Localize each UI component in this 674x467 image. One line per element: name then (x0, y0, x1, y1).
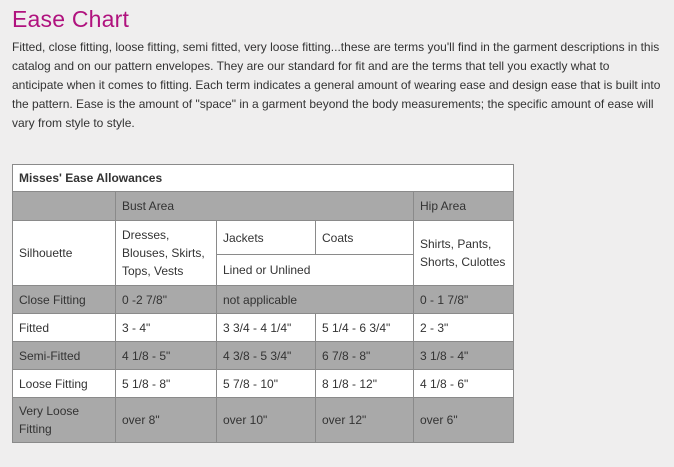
jackets-header: Jackets (217, 221, 316, 255)
dresses-header: Dresses, Blouses, Skirts, Tops, Vests (116, 221, 217, 286)
dresses-value: 4 1/8 - 5" (116, 342, 217, 370)
table-row (13, 342, 514, 370)
jackets-coats-value: not applicable (217, 286, 414, 314)
area-header-row (13, 192, 514, 221)
hip-garments-header: Shirts, Pants, Shorts, Culottes (414, 221, 514, 286)
silhouette-header: Silhouette (13, 221, 116, 286)
intro-paragraph: Fitted, close fitting, loose fitting, semi fitted, very loose fitting...these are terms you'll find in the garment descriptions in this catalog and on our pattern envelopes. They are our standard for fit and are the terms that tell you exactly what to anticipate when it comes to fitting. Each term indicates a general amount of wearing ease and design ease that is built into the pattern. Ease is the amount of "space" in a garment beyond the body measurements; the specific amount of ease will vary from style to style. (12, 40, 661, 130)
ease-allowances-table (12, 164, 514, 443)
coats-value: 8 1/8 - 12" (316, 370, 414, 398)
coats-value: over 12" (316, 398, 414, 443)
hip-value: 3 1/8 - 4" (414, 342, 514, 370)
dresses-value: 3 - 4" (116, 314, 217, 342)
row-label: Close Fitting (13, 286, 116, 314)
coats-value: 6 7/8 - 8" (316, 342, 414, 370)
subheader-row (13, 221, 514, 255)
row-label: Fitted (13, 314, 116, 342)
dresses-value: 0 -2 7/8" (116, 286, 217, 314)
table-caption-row (13, 165, 514, 192)
area-empty-cell (13, 192, 116, 221)
bust-area-header: Bust Area (116, 192, 414, 221)
hip-value: 2 - 3" (414, 314, 514, 342)
table-row (13, 314, 514, 342)
jackets-value: 5 7/8 - 10" (217, 370, 316, 398)
row-label: Very Loose Fitting (13, 398, 116, 443)
page-title: Ease Chart (12, 6, 130, 32)
row-label: Semi-Fitted (13, 342, 116, 370)
dresses-value: over 8" (116, 398, 217, 443)
jackets-value: 3 3/4 - 4 1/4" (217, 314, 316, 342)
hip-value: 0 - 1 7/8" (414, 286, 514, 314)
jackets-value: 4 3/8 - 5 3/4" (217, 342, 316, 370)
table-row (13, 398, 514, 443)
row-label: Loose Fitting (13, 370, 116, 398)
hip-value: over 6" (414, 398, 514, 443)
hip-area-header: Hip Area (414, 192, 514, 221)
table-row (13, 286, 514, 314)
dresses-value: 5 1/8 - 8" (116, 370, 217, 398)
table-caption: Misses' Ease Allowances (13, 165, 514, 192)
coats-header: Coats (316, 221, 414, 255)
lined-header: Lined or Unlined (217, 255, 414, 286)
jackets-value: over 10" (217, 398, 316, 443)
hip-value: 4 1/8 - 6" (414, 370, 514, 398)
table-row (13, 370, 514, 398)
coats-value: 5 1/4 - 6 3/4" (316, 314, 414, 342)
